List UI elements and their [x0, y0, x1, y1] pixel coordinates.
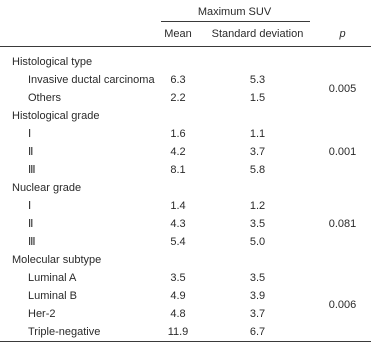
section-title: Histological grade [12, 110, 100, 122]
cell-mean: 4.9 [170, 290, 186, 302]
row-label: Ⅰ [28, 200, 32, 212]
section-header-row [0, 251, 371, 269]
cell-sd: 3.9 [249, 290, 266, 302]
section-header-row [0, 179, 371, 197]
cell-mean: 4.3 [170, 218, 186, 230]
table-row [0, 125, 371, 143]
section-header-row [0, 53, 371, 71]
cell-mean: 11.9 [155, 323, 201, 342]
row-label: Ⅱ [28, 218, 34, 230]
cell-mean: 4.2 [170, 146, 186, 158]
cell-mean: 3.5 [170, 272, 186, 284]
cell-p-value: 0.081 [328, 218, 357, 230]
column-header-mean: Mean [164, 28, 192, 40]
cell-mean: 5.4 [170, 236, 186, 248]
cell-sd: 5.3 [249, 74, 266, 86]
column-header-sd: Standard deviation [211, 28, 304, 40]
column-header-p: p [339, 28, 346, 40]
cell-p-value: 0.006 [314, 269, 371, 342]
cell-p-value: 0.005 [328, 83, 357, 95]
row-label: Luminal A [28, 272, 77, 284]
group-header-rule [161, 21, 310, 22]
cell-sd: 3.7 [249, 146, 266, 158]
cell-sd: 1.1 [249, 128, 266, 140]
cell-mean: 6.3 [170, 74, 186, 86]
row-label: Ⅲ [28, 164, 36, 176]
cell-sd: 1.5 [249, 92, 266, 104]
cell-mean: 1.4 [170, 200, 186, 212]
section-title: Molecular subtype [12, 254, 102, 266]
group-header-label: Maximum SUV [197, 6, 272, 18]
table-row [0, 269, 371, 287]
row-label: Ⅰ [28, 128, 32, 140]
cell-sd: 5.0 [249, 236, 266, 248]
section-title: Histological type [12, 56, 93, 68]
cell-sd: 6.7 [201, 323, 314, 342]
cell-sd: 3.5 [249, 218, 266, 230]
section-title: Nuclear grade [12, 182, 82, 194]
cell-p-value: 0.001 [328, 146, 357, 158]
table-row [0, 197, 371, 215]
row-label: Her-2 [28, 308, 56, 320]
row-label: Others [28, 92, 62, 104]
section-header-row [0, 107, 371, 125]
cell-mean: 4.8 [170, 308, 186, 320]
table-row [0, 71, 371, 89]
cell-sd: 5.8 [249, 164, 266, 176]
cell-mean: 1.6 [170, 128, 186, 140]
cell-sd: 3.7 [249, 308, 266, 320]
cell-sd: 3.5 [249, 272, 266, 284]
cell-sd: 1.2 [249, 200, 266, 212]
header-row-group [0, 0, 371, 22]
header-row-columns [0, 22, 371, 47]
row-label: Triple-negative [0, 323, 155, 342]
row-label: Invasive ductal carcinoma [28, 74, 155, 86]
group-header [155, 0, 314, 22]
row-label: Ⅲ [28, 236, 36, 248]
row-label: Luminal B [28, 290, 77, 302]
cell-mean: 8.1 [170, 164, 186, 176]
cell-mean: 2.2 [170, 92, 186, 104]
row-label: Ⅱ [28, 146, 34, 158]
